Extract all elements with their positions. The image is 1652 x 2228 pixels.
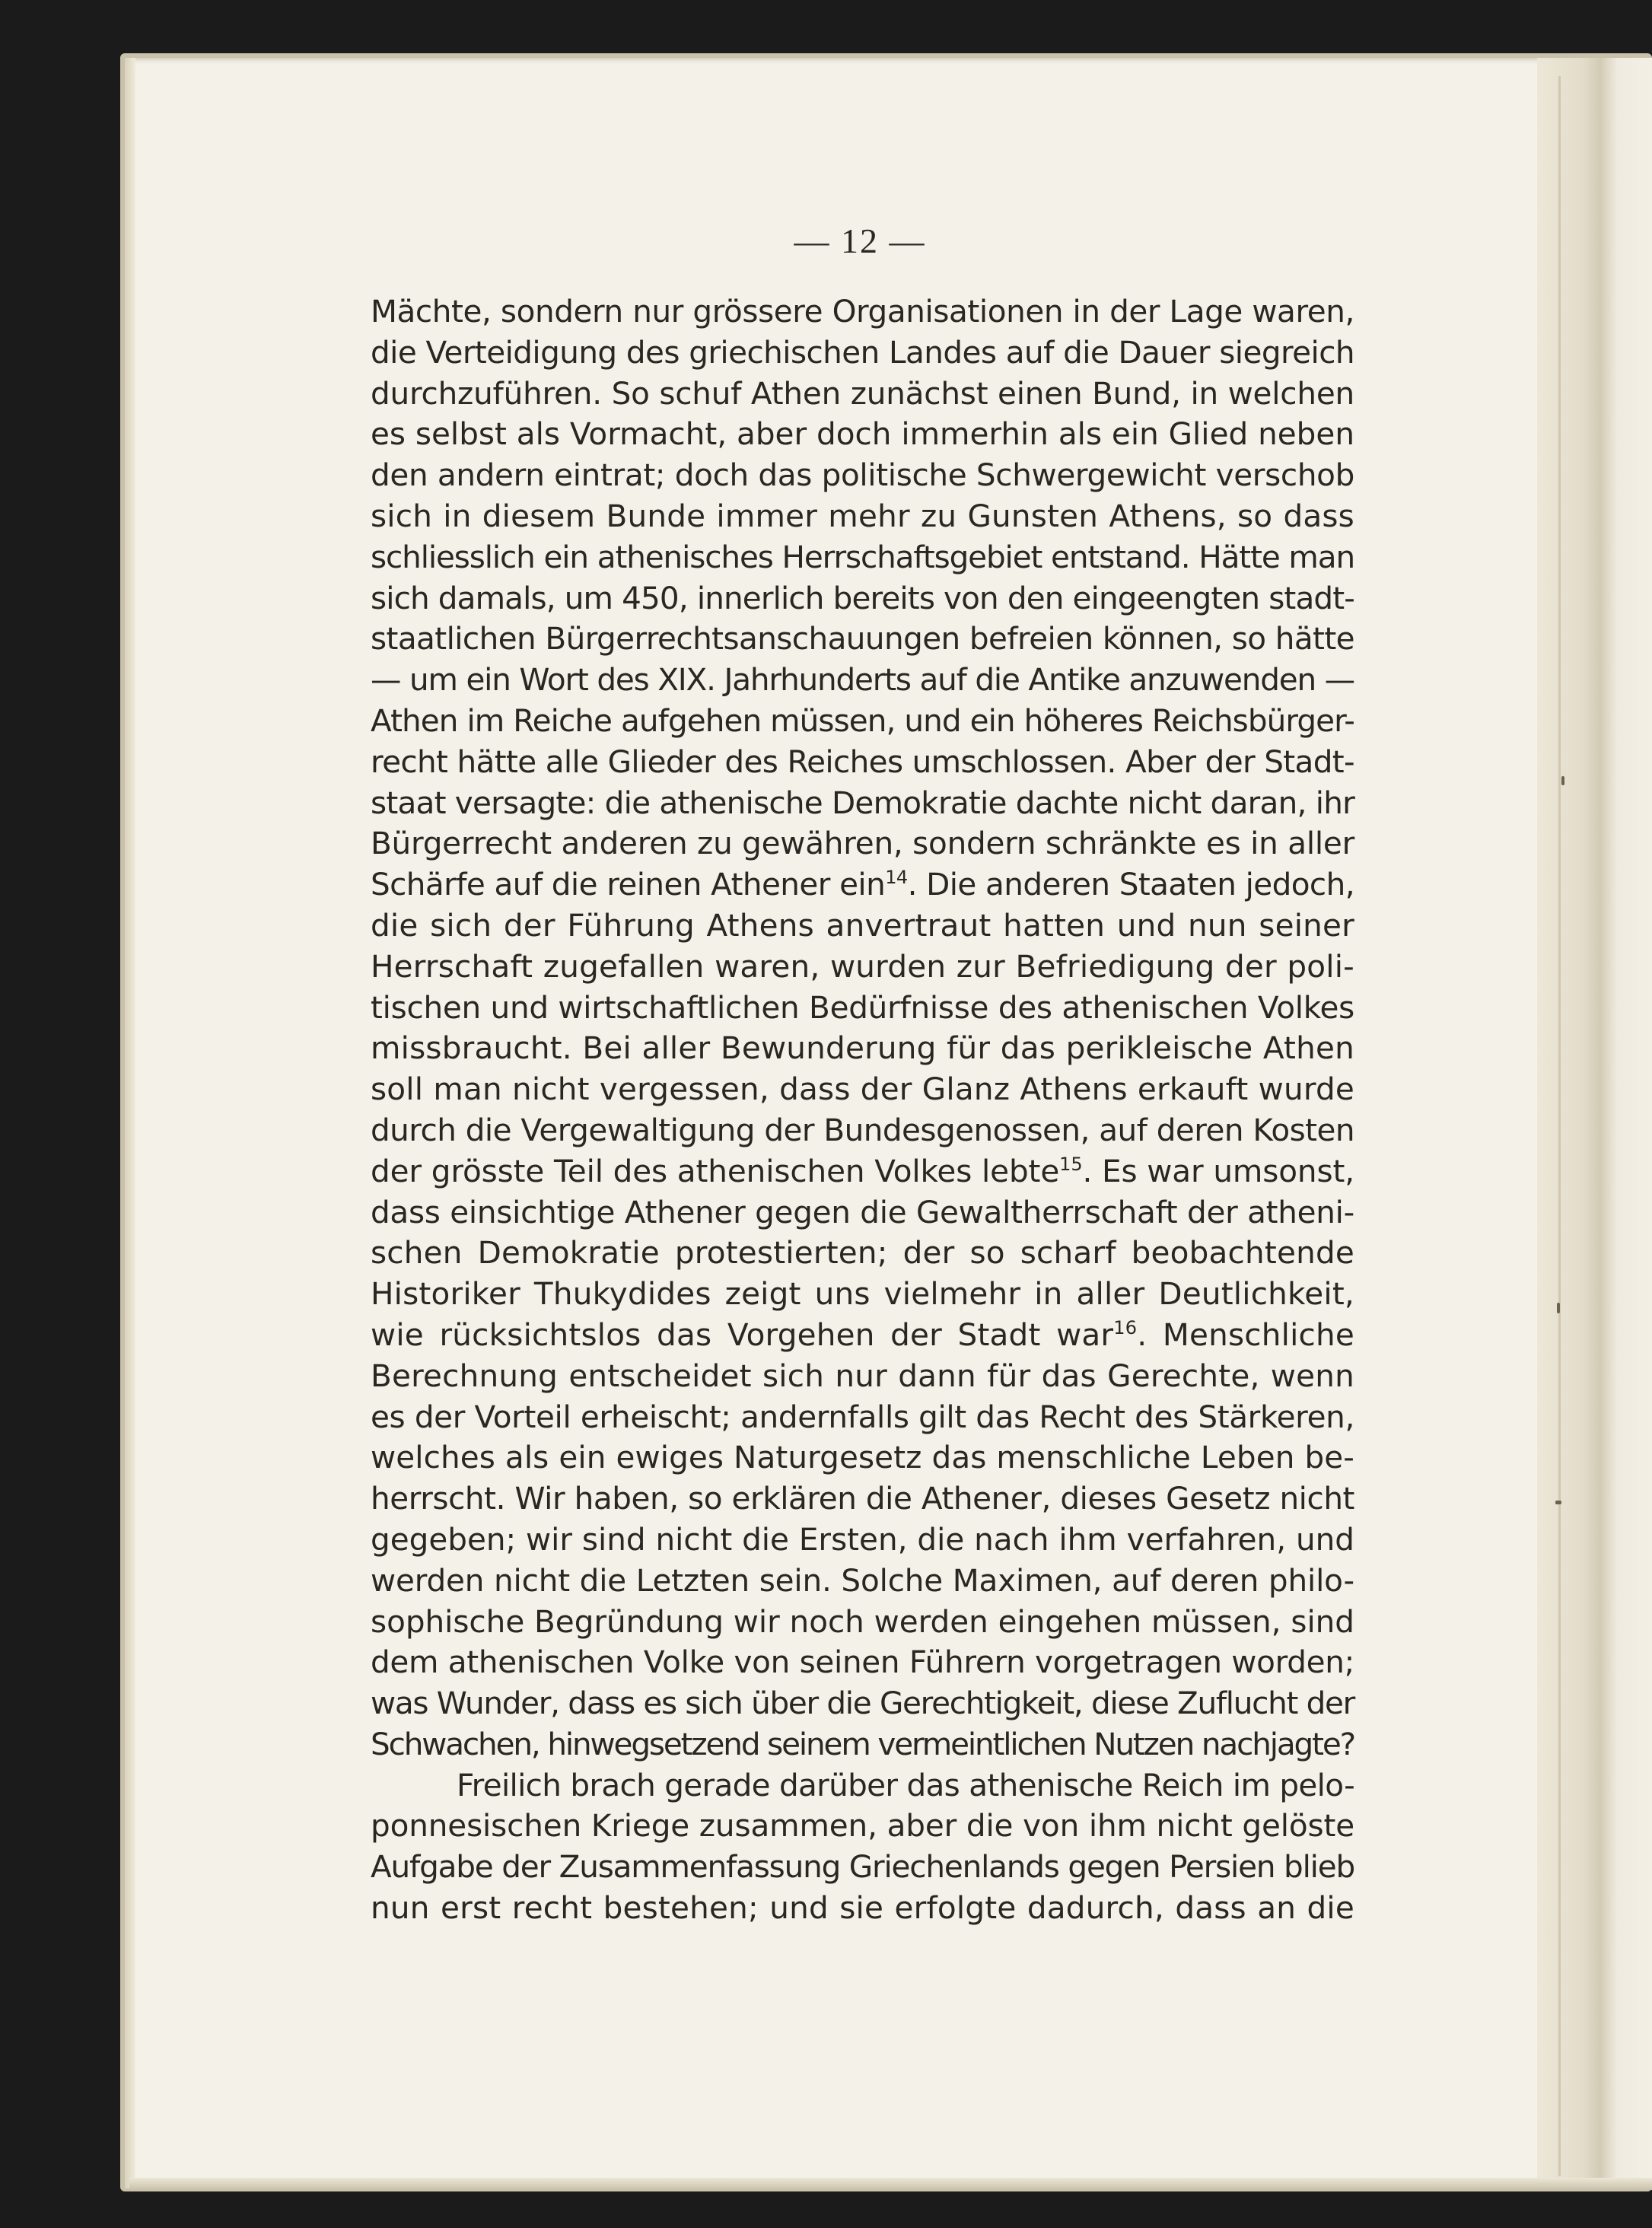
line-text: Schärfe auf die reinen Athener ein xyxy=(371,866,886,903)
gutter-fold-line xyxy=(1558,76,1561,2176)
text-line: staat versagte: die athenische Demokratie dachte nicht daran, ihr xyxy=(371,784,1355,821)
text-line: schliesslich ein athenisches Herrschaftsgebiet entstand. Hätte man xyxy=(371,538,1354,575)
gutter-speck xyxy=(1561,776,1564,785)
line-text: . Die anderen Staaten jedoch, xyxy=(907,866,1354,903)
text-line: gegeben; wir sind nicht die Ersten, die nach ihm verfahren, und xyxy=(371,1520,1354,1558)
footnote-ref-14: 14 xyxy=(885,867,908,889)
text-line: es der Vorteil erheischt; andernfalls gilt das Recht des Stärkeren, xyxy=(371,1398,1354,1435)
text-line: missbraucht. Bei aller Bewunderung für das perikleische Athen xyxy=(371,1030,1354,1067)
text-line-with-footnote xyxy=(371,1151,1354,1192)
body-text xyxy=(371,291,1354,1929)
text-line: sich in diesem Bunde immer mehr zu Gunsten Athens, so dass xyxy=(371,497,1354,534)
text-line: schen Demokratie protestierten; der so scharf beobachtende xyxy=(371,1234,1354,1272)
text-line: dem athenischen Volke von seinen Führern vorgetragen worden; xyxy=(371,1644,1354,1681)
text-line: den andern eintrat; doch das politische Schwergewicht verschob xyxy=(371,457,1354,494)
text-line: die Verteidigung des griechischen Landes auf die Dauer siegreich xyxy=(371,333,1354,371)
text-line: Historiker Thukydides zeigt uns vielmehr in aller Deutlichkeit, xyxy=(371,1275,1354,1313)
gutter-speck xyxy=(1557,1303,1560,1313)
paragraph-first-line: Freilich brach gerade darüber das athenische Reich im pelo- xyxy=(457,1766,1354,1803)
text-line: staatlichen Bürgerrechtsanschauungen befreien können, so hätte xyxy=(371,620,1354,657)
text-line: die sich der Führung Athens anvertraut hatten und nun seiner xyxy=(371,906,1354,944)
text-line: Athen im Reiche aufgehen müssen, und ein höheres Reichsbürger- xyxy=(371,702,1354,739)
footnote-ref-15: 15 xyxy=(1059,1153,1083,1175)
text-line: Berechnung entscheidet sich nur dann für das Gerechte, wenn xyxy=(371,1357,1354,1394)
text-line: durch die Vergewaltigung der Bundesgenossen, auf deren Kosten xyxy=(371,1111,1354,1148)
text-line: herrscht. Wir haben, so erklären die Athener, dieses Gesetz nicht xyxy=(371,1480,1354,1517)
footnote-ref-16: 16 xyxy=(1113,1316,1138,1338)
text-line: nun erst recht bestehen; und sie erfolgte dadurch, dass an die xyxy=(371,1889,1354,1927)
text-line: werden nicht die Letzten sein. Solche Maximen, auf deren philo- xyxy=(371,1561,1354,1599)
text-line: Aufgabe der Zusammenfassung Griechenlands gegen Persien blieb xyxy=(371,1848,1354,1886)
text-line: Mächte, sondern nur grössere Organisationen in der Lage waren, xyxy=(371,293,1354,329)
text-line: dass einsichtige Athener gegen die Gewaltherrschaft der atheni- xyxy=(371,1193,1354,1230)
text-line: welches als ein ewiges Naturgesetz das menschliche Leben be- xyxy=(371,1439,1354,1476)
page-number: — 12 — xyxy=(794,221,926,260)
text-line: tischen und wirtschaftlichen Bedürfnisse des athenischen Volkes xyxy=(371,988,1354,1026)
text-line: — um ein Wort des XIX. Jahrhunderts auf die Antike anzuwenden — xyxy=(371,661,1354,699)
text-line: was Wunder, dass es sich über die Gerechtigkeit, diese Zuflucht der xyxy=(371,1685,1354,1722)
gutter-speck xyxy=(1555,1501,1561,1504)
text-line: soll man nicht vergessen, dass der Glanz Athens erkauft wurde xyxy=(371,1071,1354,1108)
text-line: Schwachen, hinwegsetzend seinem vermeintlichen Nutzen nachjagte? xyxy=(371,1725,1354,1762)
page-left-edge xyxy=(125,58,135,2188)
text-line: es selbst als Vormacht, aber doch immerhin als ein Glied neben xyxy=(371,415,1354,453)
text-line: sich damals, um 450, innerlich bereits von den eingeengten stadt- xyxy=(371,579,1354,616)
line-text: . Es war umsonst, xyxy=(1082,1152,1355,1189)
text-line: durchzuführen. So schuf Athen zunächst einen Bund, in welchen xyxy=(371,374,1354,412)
text-line-with-footnote xyxy=(371,864,1354,906)
line-text: . Menschliche xyxy=(1137,1316,1354,1353)
book-gutter xyxy=(1537,58,1652,2188)
text-line: ponnesischen Kriege zusammen, aber die von ihm nicht gelöste xyxy=(371,1807,1354,1844)
text-line: sophische Begründung wir noch werden eingehen müssen, sind xyxy=(371,1603,1354,1640)
text-line: Herrschaft zugefallen waren, wurden zur Befriedigung der poli- xyxy=(371,947,1354,985)
text-line: recht hätte alle Glieder des Reiches umschlossen. Aber der Stadt- xyxy=(371,743,1354,780)
page-bottom-edge xyxy=(129,2178,1652,2190)
line-text: wie rücksichtslos das Vorgehen der Stadt war xyxy=(371,1316,1114,1353)
line-text: der grösste Teil des athenischen Volkes lebte xyxy=(371,1152,1060,1189)
text-line: Bürgerrecht anderen zu gewähren, sondern schränkte es in aller xyxy=(371,825,1354,862)
text-line-with-footnote xyxy=(371,1315,1354,1356)
